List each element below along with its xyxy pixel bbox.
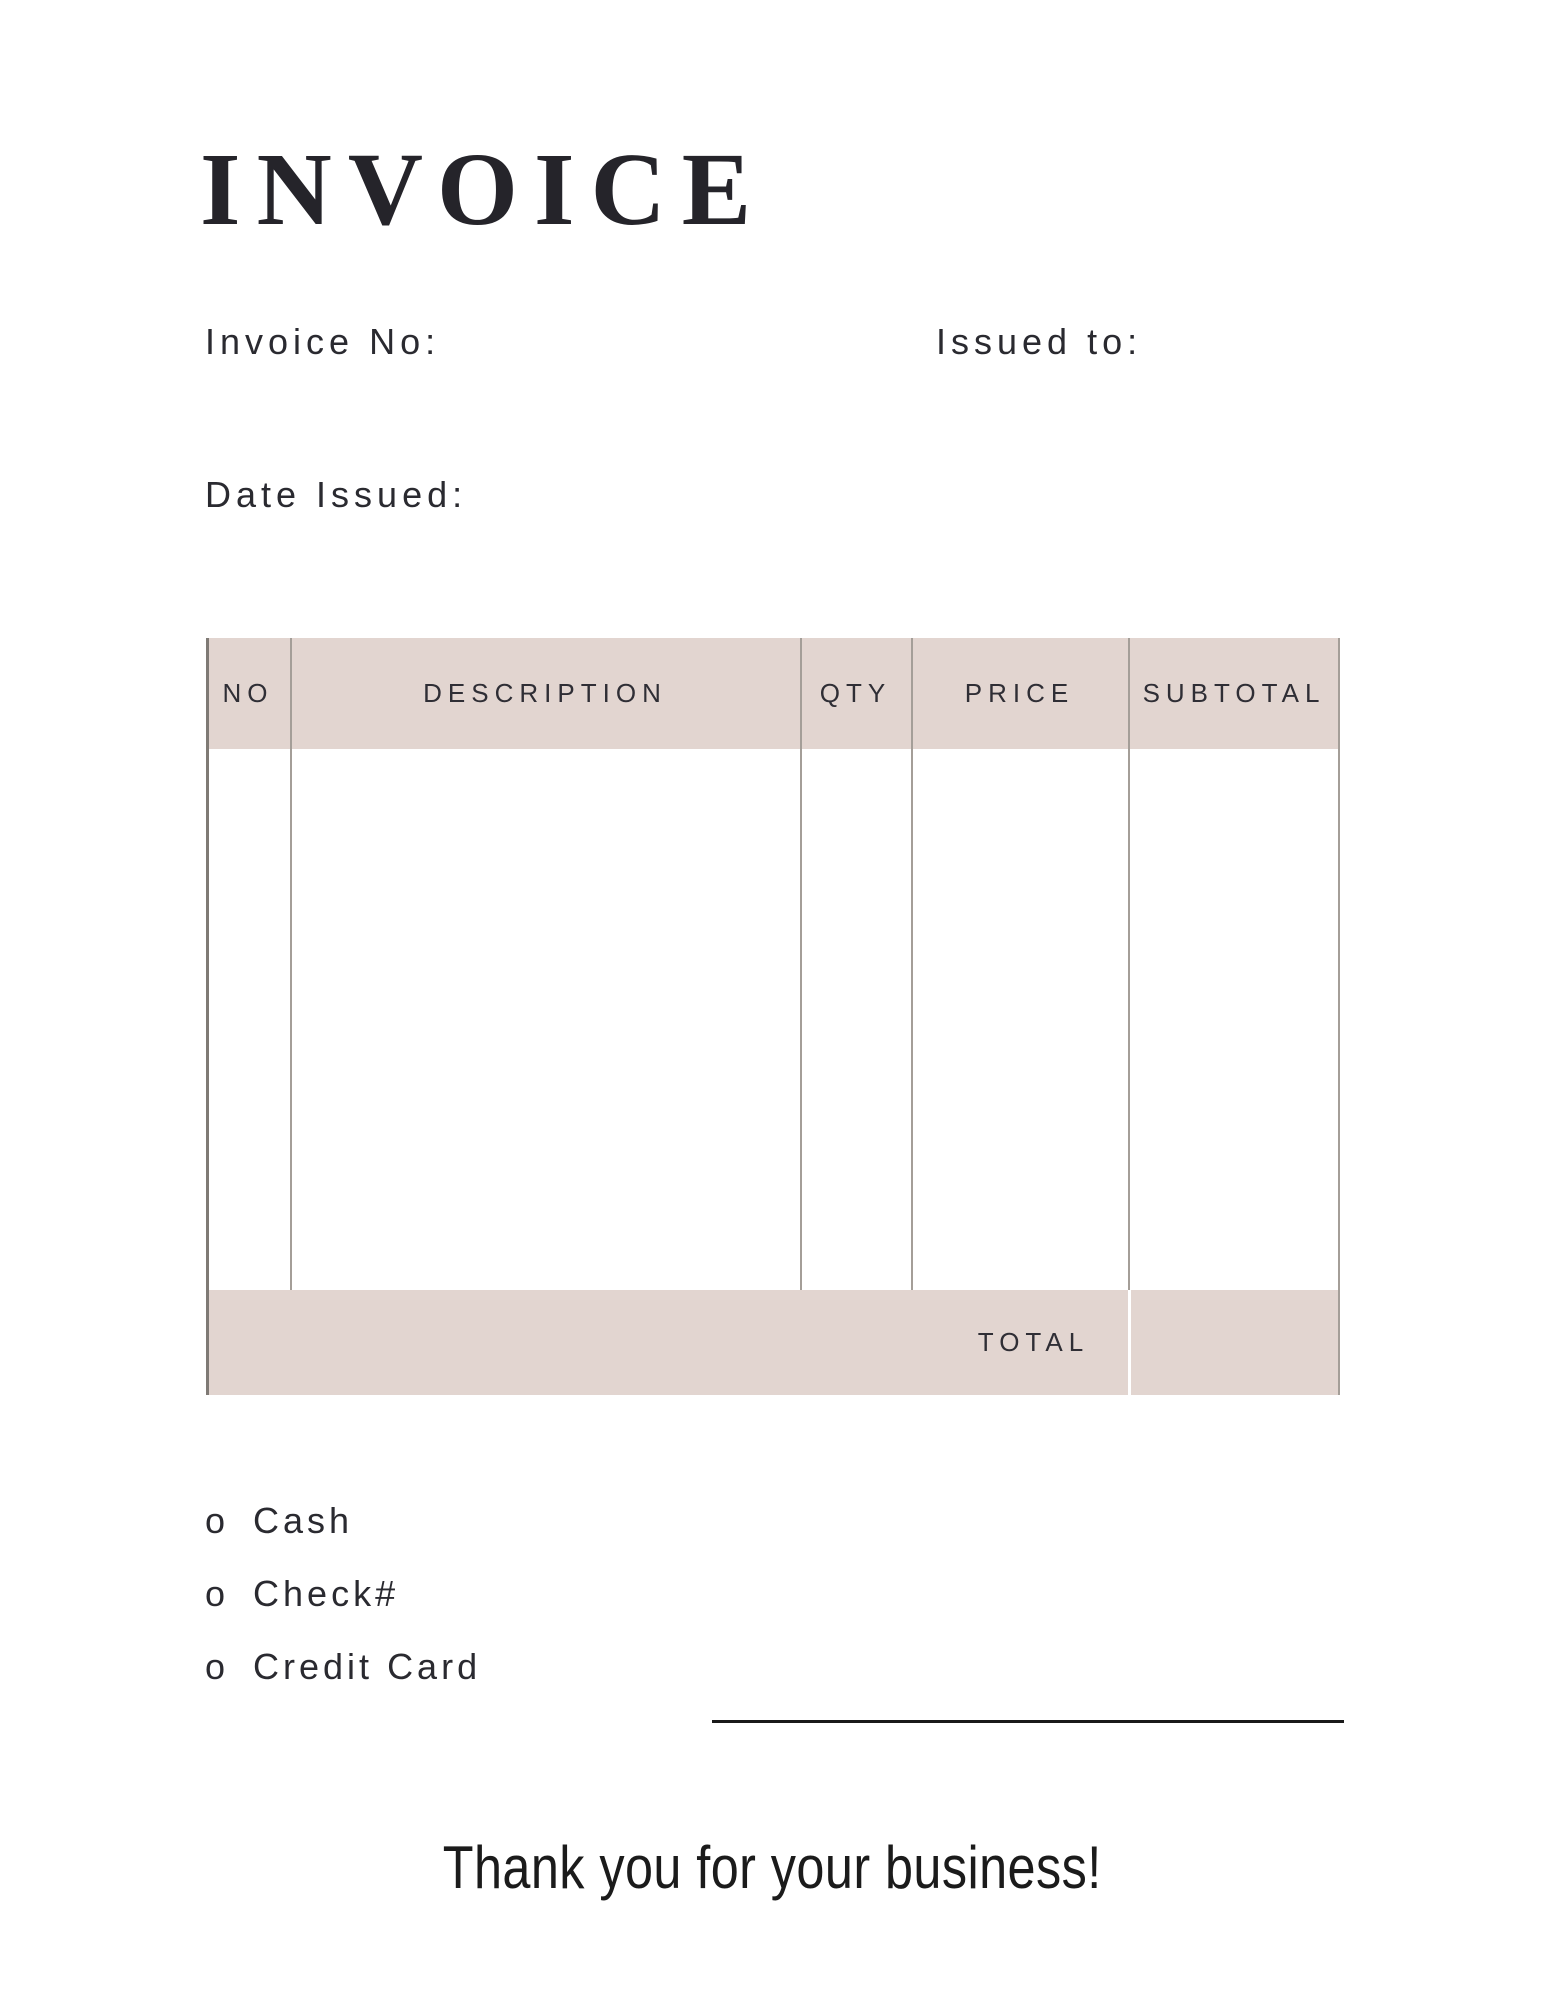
page-title: INVOICE	[200, 132, 768, 247]
column-header-qty: QTY	[819, 678, 892, 708]
table-header-row	[206, 638, 1340, 749]
column-header-subtotal: SUBTOTAL	[1142, 678, 1326, 708]
table-divider-no-description	[290, 638, 292, 1290]
column-header-no: NO	[222, 678, 274, 708]
invoice-items-table	[206, 638, 1340, 1395]
total-row-divider	[1128, 1290, 1131, 1395]
thank-you-message	[0, 1834, 1545, 1901]
table-left-border	[206, 638, 209, 1395]
check-checkbox-marker: o	[205, 1573, 230, 1614]
total-value-cell	[1131, 1290, 1340, 1395]
table-total-row	[206, 1290, 1340, 1395]
table-divider-qty-price	[911, 638, 913, 1290]
cash-checkbox-marker: o	[205, 1500, 230, 1541]
table-divider-description-qty	[800, 638, 802, 1290]
column-header-description: DESCRIPTION	[423, 678, 667, 708]
invoice-no-label: Invoice No:	[205, 321, 441, 362]
table-body-empty	[206, 749, 1340, 1290]
payment-option-credit-card-label: Credit Card	[253, 1646, 482, 1687]
payment-option-credit-card	[205, 1645, 481, 1688]
table-right-border	[1338, 638, 1340, 1395]
thank-you-text: Thank you for your business!	[443, 1834, 1102, 1901]
payment-option-cash	[205, 1499, 353, 1542]
credit-card-checkbox-marker: o	[205, 1646, 230, 1687]
total-label: TOTAL	[977, 1327, 1090, 1357]
payment-option-cash-label: Cash	[253, 1500, 354, 1541]
date-issued-label: Date Issued:	[205, 474, 468, 515]
table-divider-price-subtotal	[1128, 638, 1130, 1290]
payment-option-check	[205, 1572, 399, 1615]
column-header-price: PRICE	[964, 678, 1075, 708]
payment-option-check-label: Check#	[253, 1573, 400, 1614]
signature-line	[712, 1720, 1344, 1723]
issued-to-label: Issued to:	[936, 321, 1143, 362]
